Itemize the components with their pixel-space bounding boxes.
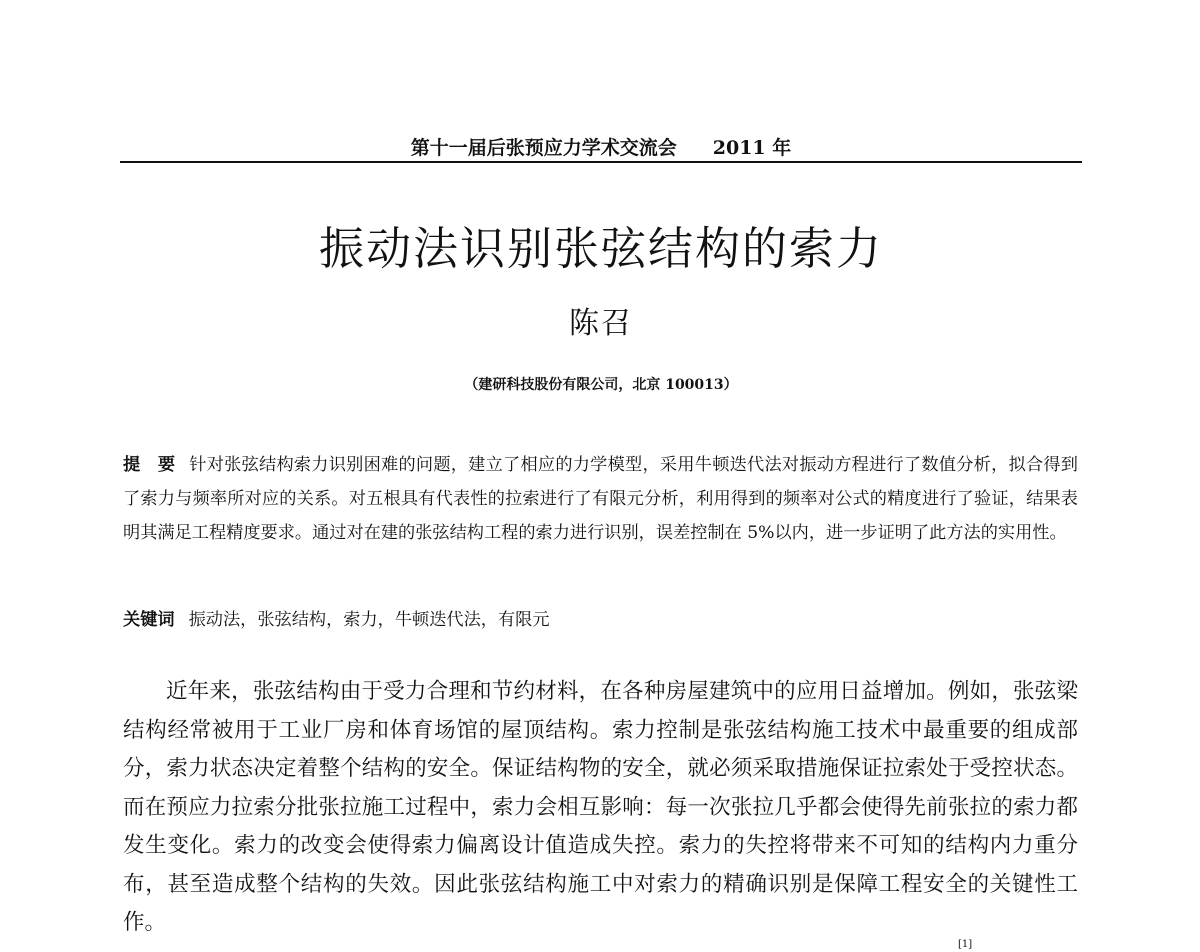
author-affiliation: （建研科技股份有限公司，北京 100013） [464, 377, 738, 393]
keywords-text: 振动法，张弦结构，索力，牛顿迭代法，有限元 [188, 610, 550, 630]
paper-title: 振动法识别张弦结构的索力 [318, 222, 883, 275]
abstract-label: 提 要 [123, 455, 176, 475]
conference-year: 2011 年 [712, 137, 792, 159]
conference-name: 第十一届后张预应力学术交流会 [410, 137, 677, 159]
keywords [123, 605, 1078, 635]
author-name: 陈召 [569, 306, 633, 341]
header-rule [120, 161, 1082, 163]
abstract-text: 针对张弦结构索力识别困难的问题，建立了相应的力学模型，采用牛顿迭代法对振动方程进行了数值分析，拟合得到了索力与频率所对应的关系。对五根具有代表性的拉索进行了有限元分析，利用得到的频率对公式的精度进行了验证，结果表明其满足工程精度要求。通过对在建的张弦结构工程的索力进行识别，误差控制在 5%以内，进一步证明了此方法的实用性。 [123, 455, 1078, 543]
keywords-label: 关键词 [123, 610, 175, 630]
running-header [120, 133, 1082, 160]
body-paragraph: 近年来，张弦结构由于受力合理和节约材料，在各种房屋建筑中的应用日益增加。例如，张弦梁结构经常被用于工业厂房和体育场馆的屋顶结构。索力控制是张弦结构施工技术中最重要的组成部分，索力状态决定着整个结构的安全。保证结构物的安全，就必须采取措施保证拉索处于受控状态。而在预应力拉索分批张拉施工过程中，索力会相互影响：每一次张拉几乎都会使得先前张拉的索力都发生变化。索力的改变会使得索力偏离设计值造成失控。索力的失控将带来不可知的结构内力重分布，甚至造成整个结构的失效。因此张弦结构施工中对索力的精确识别是保障工程安全的关键性工作。 [123, 679, 1078, 935]
citation-mark: [1] [958, 939, 973, 950]
abstract [123, 448, 1078, 550]
